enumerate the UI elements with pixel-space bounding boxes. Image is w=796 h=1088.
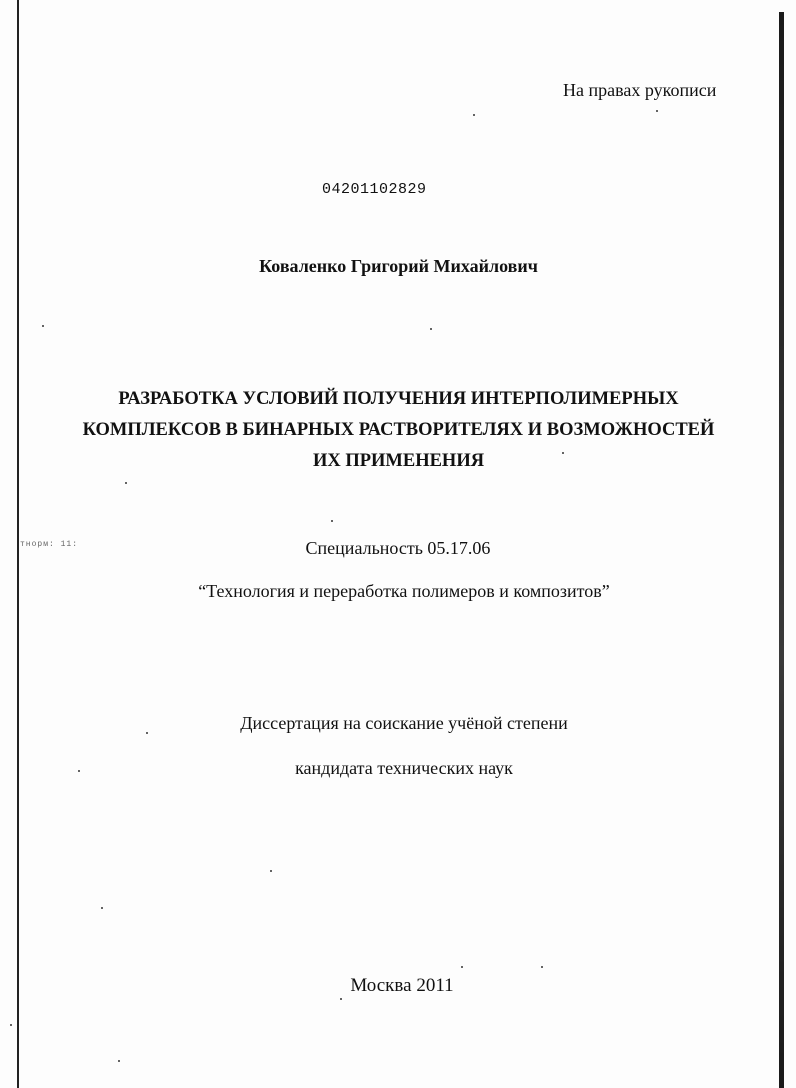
scan-speck [461, 966, 463, 968]
margin-stamp: тнорм: 11: [20, 540, 79, 549]
scan-speck [340, 998, 342, 1000]
rights-notice: На правах рукописи [563, 80, 717, 100]
title-line: ИХ ПРИМЕНЕНИЯ [312, 451, 485, 471]
title-line: КОМПЛЕКСОВ В БИНАРНЫХ РАСТВОРИТЕЛЯХ И ВОЗМОЖНОСТЕЙ [82, 420, 715, 440]
scan-speck [101, 907, 103, 909]
scan-speck [331, 520, 333, 522]
scan-speck [270, 870, 272, 872]
scan-speck [430, 328, 432, 330]
title-line: РАЗРАБОТКА УСЛОВИЙ ПОЛУЧЕНИЯ ИНТЕРПОЛИМЕРНЫХ [118, 389, 679, 409]
scan-speck [473, 114, 475, 116]
specialty-number: Специальность 05.17.06 [305, 538, 491, 558]
scan-speck [118, 1060, 120, 1062]
dissertation-title [18, 384, 779, 477]
scan-speck [42, 325, 44, 327]
scan-speck [125, 482, 127, 484]
degree-line-2: кандидата технических наук [295, 758, 513, 778]
author-name: Коваленко Григорий Михайлович [259, 256, 538, 276]
registration-code: 04201102829 [322, 181, 427, 198]
scan-speck [541, 966, 543, 968]
scan-speck [656, 110, 658, 112]
scan-speck [10, 1024, 12, 1026]
city-year: Москва 2011 [350, 975, 454, 996]
specialty-name: “Технология и переработка полимеров и композитов” [198, 581, 610, 601]
degree-line-1: Диссертация на соискание учёной степени [240, 713, 568, 733]
